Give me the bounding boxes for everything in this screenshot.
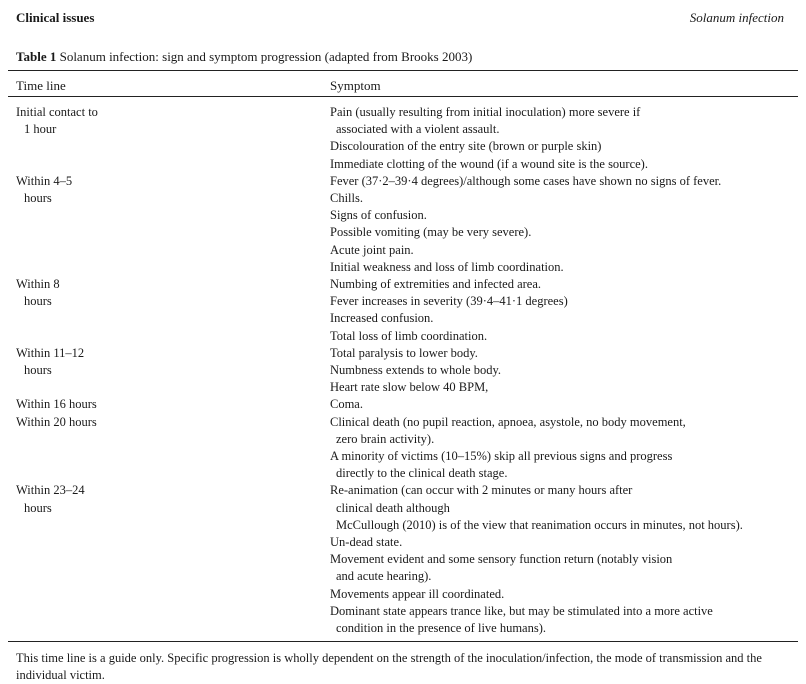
- time-line-text: Within 20 hours: [16, 414, 97, 429]
- symptom-item: [330, 310, 796, 327]
- symptom-item: [330, 224, 796, 241]
- symptom-text: Movements appear ill coordinated.: [330, 586, 505, 601]
- symptom-item: [330, 551, 796, 585]
- symptom-text: Discolouration of the entry site (brown or purple skin): [330, 139, 602, 154]
- table-bottom-rule: [8, 641, 798, 642]
- symptom-item: [330, 603, 796, 637]
- time-line-text: Initial contact to: [16, 105, 98, 119]
- symptom-item: [330, 190, 796, 207]
- time-cell: [16, 104, 330, 173]
- table-row: [16, 276, 796, 345]
- symptom-item: [330, 328, 796, 345]
- symptom-text: Pain (usually resulting from initial inoculation) more severe if: [330, 105, 641, 119]
- symptom-text: Clinical death (no pupil reaction, apnoea, asystole, no body movement,: [330, 414, 686, 429]
- table-row: [16, 482, 796, 637]
- symptom-text: associated with a violent assault.: [336, 122, 500, 137]
- time-line-text: 1 hour: [24, 122, 57, 137]
- symptom-cell: [330, 173, 796, 276]
- symptom-text: Fever increases in severity (39·4–41·1 degrees): [330, 294, 568, 309]
- symptom-item: [330, 586, 796, 603]
- symptom-item: [330, 414, 796, 448]
- symptom-text: A minority of victims (10–15%) skip all previous signs and progress: [330, 449, 673, 464]
- symptom-item: [330, 379, 796, 396]
- symptom-text: Re-animation (can occur with 2 minutes or many hours after: [330, 483, 633, 498]
- table-row: [16, 173, 796, 276]
- symptom-text: Acute joint pain.: [330, 242, 414, 257]
- symptom-text: Initial weakness and loss of limb coordination.: [330, 259, 564, 274]
- time-line-text: Within 4–5: [16, 173, 73, 188]
- symptom-text: directly to the clinical death stage.: [336, 466, 508, 481]
- table-caption-text: Solanum infection: sign and symptom progression (adapted from Brooks 2003): [59, 49, 473, 64]
- symptom-item: [330, 276, 796, 293]
- symptom-item: [330, 345, 796, 362]
- symptom-text: Fever (37·2–39·4 degrees)/although some cases have shown no signs of fever.: [330, 173, 722, 188]
- time-line-text: Within 23–24: [16, 483, 85, 498]
- symptom-text: Immediate clotting of the wound (if a wound site is the source).: [330, 156, 648, 171]
- time-line-text: Within 11–12: [16, 345, 85, 360]
- symptom-text: Heart rate slow below 40 BPM,: [330, 380, 489, 395]
- symptom-cell: [330, 276, 796, 345]
- symptom-cell: [330, 414, 796, 483]
- symptom-text: Un-dead state.: [330, 535, 403, 550]
- time-line-text: hours: [24, 191, 52, 206]
- column-header-time: Time line: [16, 78, 66, 93]
- symptom-text: Total paralysis to lower body.: [330, 345, 478, 360]
- symptom-text: Signs of confusion.: [330, 208, 427, 223]
- table-row: [16, 104, 796, 173]
- symptom-text: Dominant state appears trance like, but may be stimulated into a more active: [330, 603, 713, 618]
- time-cell: [16, 173, 330, 276]
- table-caption: [16, 49, 472, 65]
- time-cell: [16, 396, 330, 413]
- symptom-item: [330, 156, 796, 173]
- symptom-cell: [330, 345, 796, 397]
- symptom-item: [330, 396, 796, 413]
- symptom-text: and acute hearing).: [336, 569, 432, 584]
- table-footnote: This time line is a guide only. Specific progression is wholly dependent on the strength of the inoculation/infection, the mode of transmission and the individual victim.: [16, 651, 762, 682]
- symptom-text: zero brain activity).: [336, 431, 435, 446]
- time-cell: [16, 482, 330, 637]
- table-top-rule: [8, 70, 798, 71]
- table-body: [16, 104, 796, 637]
- time-cell: [16, 414, 330, 483]
- table-header-rule: [8, 96, 798, 97]
- time-line-text: Within 8: [16, 277, 60, 292]
- running-head: [16, 10, 784, 30]
- symptom-text: Possible vomiting (may be very severe).: [330, 225, 532, 240]
- symptom-text: clinical death although: [336, 500, 450, 515]
- column-header-symptom: Symptom: [330, 78, 381, 93]
- time-line-text: hours: [24, 363, 52, 378]
- symptom-text: McCullough (2010) is of the view that reanimation occurs in minutes, not hours).: [336, 517, 743, 532]
- symptom-text: Movement evident and some sensory function return (notably vision: [330, 552, 673, 567]
- table-row: [16, 414, 796, 483]
- article-short-title: Solanum infection: [689, 10, 784, 25]
- symptom-item: [330, 448, 796, 482]
- symptom-text: condition in the presence of live humans).: [336, 621, 547, 636]
- symptom-item: [330, 242, 796, 259]
- symptom-cell: [330, 396, 796, 413]
- symptom-text: Chills.: [330, 191, 363, 206]
- symptom-text: Total loss of limb coordination.: [330, 328, 488, 343]
- section-title: Clinical issues: [16, 10, 95, 25]
- symptom-item: [330, 104, 796, 138]
- time-line-text: hours: [24, 500, 52, 515]
- symptom-text: Coma.: [330, 397, 363, 412]
- symptom-item: [330, 259, 796, 276]
- symptom-text: Numbness extends to whole body.: [330, 363, 502, 378]
- table-row: [16, 345, 796, 397]
- table-label: Table 1: [16, 49, 57, 64]
- time-line-text: hours: [24, 294, 52, 309]
- symptom-text: Increased confusion.: [330, 311, 434, 326]
- time-cell: [16, 345, 330, 397]
- symptom-item: [330, 482, 796, 534]
- symptom-item: [330, 362, 796, 379]
- table-row: [16, 396, 796, 413]
- time-line-text: Within 16 hours: [16, 397, 97, 412]
- symptom-item: [330, 138, 796, 155]
- symptom-item: [330, 534, 796, 551]
- symptom-cell: [330, 104, 796, 173]
- symptom-text: Numbing of extremities and infected area.: [330, 277, 542, 292]
- symptom-item: [330, 207, 796, 224]
- symptom-cell: [330, 482, 796, 637]
- symptom-item: [330, 173, 796, 190]
- symptom-item: [330, 293, 796, 310]
- time-cell: [16, 276, 330, 345]
